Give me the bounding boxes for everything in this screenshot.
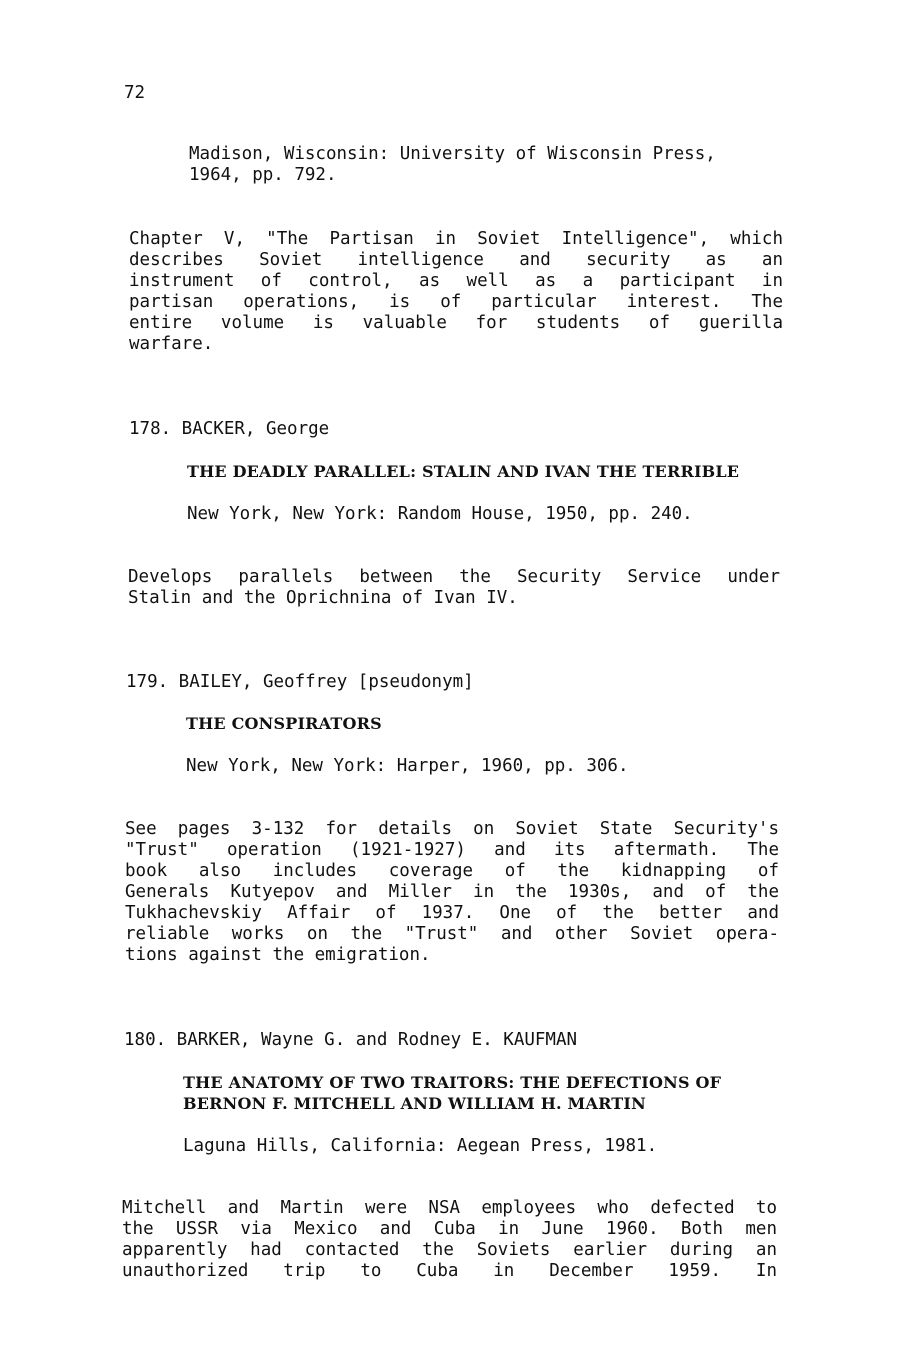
description-line: Develops parallels between the Security Service under bbox=[128, 567, 780, 587]
description-line: describes Soviet intelligence and security as an bbox=[129, 250, 783, 270]
entry-180-title-line-1: THE ANATOMY OF TWO TRAITORS: THE DEFECTIONS OF bbox=[183, 1073, 722, 1092]
description-line: "Trust" operation (1921-1927) and its aftermath. The bbox=[125, 840, 779, 860]
entry-180-description bbox=[122, 1198, 777, 1282]
description-line: warfare. bbox=[129, 334, 214, 354]
entry-178-heading: 178. BACKER, George bbox=[129, 419, 330, 439]
entry-179-publication: New York, New York: Harper, 1960, pp. 306. bbox=[186, 756, 629, 776]
entry-180-publication: Laguna Hills, California: Aegean Press, 1981. bbox=[183, 1136, 658, 1156]
description-line: instrument of control, as well as a participant in bbox=[129, 271, 783, 291]
continuation-publication-line-1: Madison, Wisconsin: University of Wisconsin Press, bbox=[189, 144, 716, 164]
continuation-description bbox=[129, 229, 783, 355]
description-line: Mitchell and Martin were NSA employees who defected to bbox=[122, 1198, 777, 1218]
description-line: partisan operations, is of particular interest. The bbox=[129, 292, 783, 312]
description-line: book also includes coverage of the kidnapping of bbox=[125, 861, 779, 881]
description-line: entire volume is valuable for students of guerilla bbox=[129, 313, 783, 333]
description-line: Chapter V, "The Partisan in Soviet Intelligence", which bbox=[129, 229, 783, 249]
description-line: See pages 3-132 for details on Soviet State Security's bbox=[125, 819, 779, 839]
entry-180-title-line-2: BERNON F. MITCHELL AND WILLIAM H. MARTIN bbox=[183, 1094, 646, 1113]
description-line: the USSR via Mexico and Cuba in June 1960. Both men bbox=[122, 1219, 777, 1239]
description-line: apparently had contacted the Soviets earlier during an bbox=[122, 1240, 777, 1260]
continuation-publication-line-2: 1964, pp. 792. bbox=[189, 165, 337, 185]
description-line: Tukhachevskiy Affair of 1937. One of the better and bbox=[125, 903, 779, 923]
description-line: Generals Kutyepov and Miller in the 1930s, and of the bbox=[125, 882, 779, 902]
description-line: unauthorized trip to Cuba in December 1959. In bbox=[122, 1261, 777, 1281]
entry-178-publication: New York, New York: Random House, 1950, pp. 240. bbox=[187, 504, 693, 524]
description-line: tions against the emigration. bbox=[125, 945, 431, 965]
description-line: reliable works on the "Trust" and other Soviet opera- bbox=[125, 924, 779, 944]
entry-180-heading: 180. BARKER, Wayne G. and Rodney E. KAUFMAN bbox=[124, 1030, 578, 1050]
entry-179-description bbox=[125, 819, 779, 966]
page-number: 72 bbox=[124, 83, 146, 103]
entry-178-description bbox=[128, 567, 780, 609]
entry-178-title: THE DEADLY PARALLEL: STALIN AND IVAN THE TERRIBLE bbox=[187, 462, 740, 481]
entry-179-heading: 179. BAILEY, Geoffrey [pseudonym] bbox=[126, 672, 474, 692]
entry-179-title: THE CONSPIRATORS bbox=[186, 714, 382, 733]
description-line: Stalin and the Oprichnina of Ivan IV. bbox=[128, 588, 518, 608]
